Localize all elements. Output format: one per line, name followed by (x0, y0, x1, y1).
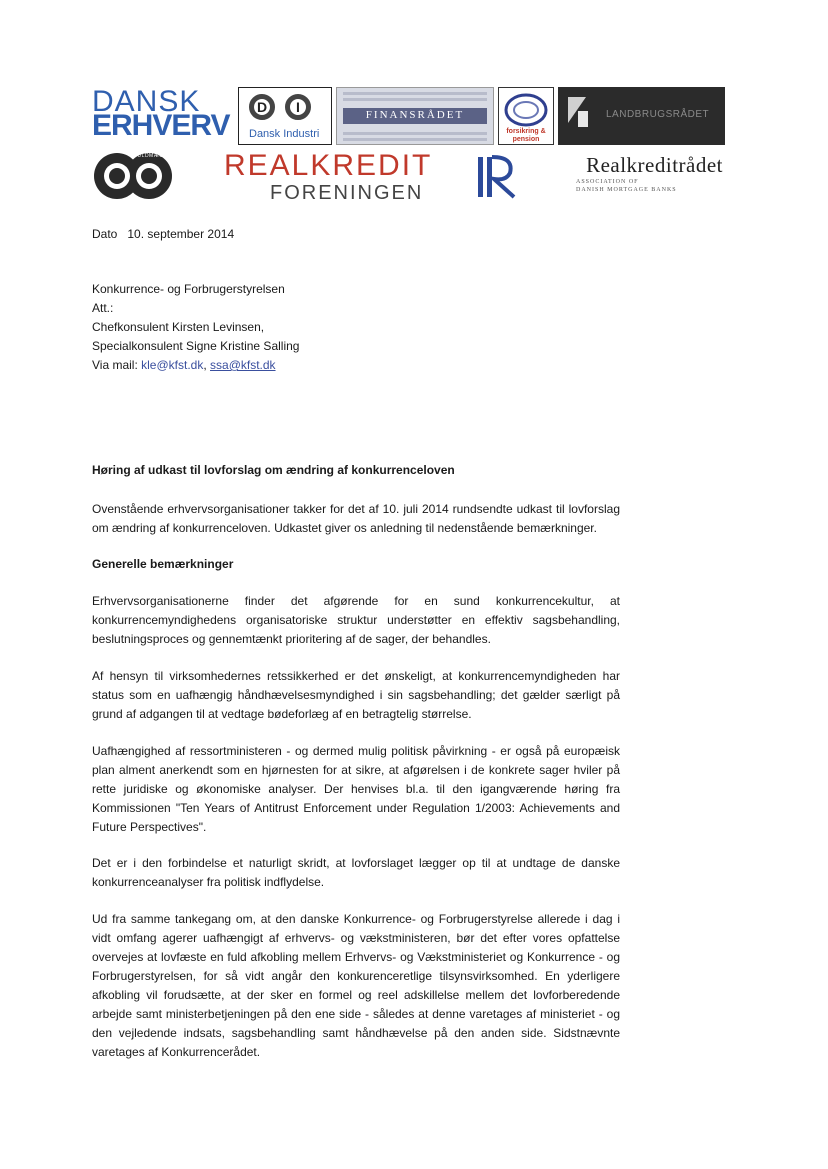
date-line (92, 225, 620, 244)
di-caption: Dansk Industri (249, 128, 320, 140)
di-circle-d (249, 94, 275, 120)
realkreditraadet-sub2: DANISH MORTGAGE BANKS (576, 187, 677, 193)
di-letter-d: D (256, 99, 268, 115)
realkredit-foreningen-logo (224, 149, 433, 204)
dansk-erhverv-logo (90, 87, 236, 145)
paragraph-1: Erhvervsorganisationerne finder det afgørende for en sund konkurrencekultur, at konkurrencemyndighedens organisatoriske struktur understøtter en effektiv sagsbehandling, beslutningsproces og gennemtænkt prioritering af de sager, der behandles. (92, 594, 620, 646)
fuldmaegtig-logo (92, 149, 174, 204)
landbrug-text: LANDBRUGSRÅDET (606, 109, 710, 120)
address-line-1: Konkurrence- og Forbrugerstyrelsen (92, 282, 285, 296)
via-mail-label: Via mail: (92, 358, 142, 372)
rr-logo (474, 151, 530, 204)
landbrug-mark-icon (564, 93, 604, 133)
di-circle-i (285, 94, 311, 120)
realkreditraadet-logo (536, 149, 725, 204)
via-mail-line (92, 356, 620, 375)
dansk-erhverv-line1: DANSK (92, 85, 201, 118)
realkredit-line2: FORENINGEN (270, 182, 424, 204)
finansraadet-text: FINANSRÅDET (365, 109, 465, 121)
section-heading: Generelle bemærkninger (92, 557, 234, 571)
rr-mark-icon (474, 151, 530, 204)
landbrug-logo (558, 87, 725, 145)
di-letter-i: I (296, 99, 300, 115)
address-line-2: Att.: (92, 301, 114, 315)
email-link-ssa[interactable]: ssa@kfst.dk (210, 358, 276, 372)
realkreditraadet-sub1: ASSOCIATION OF (576, 179, 639, 185)
realkreditraadet-title: Realkreditrådet (586, 153, 723, 177)
realkredit-line1: REALKREDIT (224, 149, 433, 182)
fuldmaegtig-ring-text: FULDMÆGTIG (134, 153, 174, 159)
paragraph-3: Uafhængighed af ressortministeren - og dermed mulig politisk påvirkning - er også på europæisk plan alment anerkendt som en hjørnesten for at sikre, at afgørelsen i de konkrete sager hviler på rette juridiske og økonomiske analyser. Der henvises bl.a. til den igangværende høring fra Kommissionen "Ten Years of Antitrust Enforcement under Regulation 1/2003: Achievements and Future Perspectives". (92, 744, 620, 834)
address-line-4: Specialkonsulent Signe Kristine Salling (92, 339, 300, 353)
date-value: 10. september 2014 (127, 227, 235, 241)
intro-paragraph: Ovenstående erhvervsorganisationer takker for det af 10. juli 2014 rundsendte udkast til lovforslag om ændring af konkurrenceloven. Udkastet giver os anledning til nedenstående bemærkninger. (92, 502, 620, 535)
paragraph-4: Det er i den forbindelse et naturligt skridt, at lovforslaget lægger op til at undtage de danske konkurrenceanalyser fra politisk indflydelse. (92, 856, 620, 889)
logo-strip (90, 87, 725, 204)
address-line-3: Chefkonsulent Kirsten Levinsen, (92, 320, 265, 334)
forsikring-caption: forsikring & pension (506, 128, 546, 143)
date-label: Dato (92, 227, 118, 241)
email-link-kle[interactable]: kle@kfst.dk (141, 358, 204, 372)
email-separator: , (203, 358, 211, 372)
finansraadet-band (343, 108, 487, 124)
forsikring-pension-logo (498, 87, 554, 145)
subject-line: Høring af udkast til lovforslag om ændring af konkurrenceloven (92, 463, 455, 477)
paragraph-2: Af hensyn til virksomhedernes retssikkerhed er det ønskeligt, at konkurrencemyndigheden har status som en uafhængig håndhævelsesmyndighed i sin sagsbehandling; det gælder særligt på grund af adgangen til at vedtage bødeforlæg af en betragtelig størrelse. (92, 669, 620, 721)
paragraph-5: Ud fra samme tankegang om, at den danske Konkurrence- og Forbrugerstyrelse allerede i dag i vidt omfang agerer uafhængigt af erhvervs- og vækstministeren, bør det efter vores opfattelse overvejes at lovfæste en fuld afkobling mellem Erhvervs- og Vækstministeriet og Konkurrence - og Forbrugerstyrelsen, for så vidt angår den konkurenceretlige tilsynsvirksomhed. En yderligere afkobling vil forudsætte, at der sker en formel og reel adskillelse mellem det lovforberedende arbejde samt ministerbetjeningen på den ene side - således at denne varetages af ministeriet - og den vejledende indsats, sagsbehandling samt håndhævelse på den anden side. Sidstnævnte varetages af Konkurrencerådet. (92, 912, 620, 1059)
address-block (92, 280, 620, 375)
finansraadet-logo (336, 87, 494, 145)
di-logo (238, 87, 332, 145)
forsikring-swirl-icon (499, 90, 553, 130)
dansk-erhverv-line2: ERHVERV (92, 109, 230, 142)
